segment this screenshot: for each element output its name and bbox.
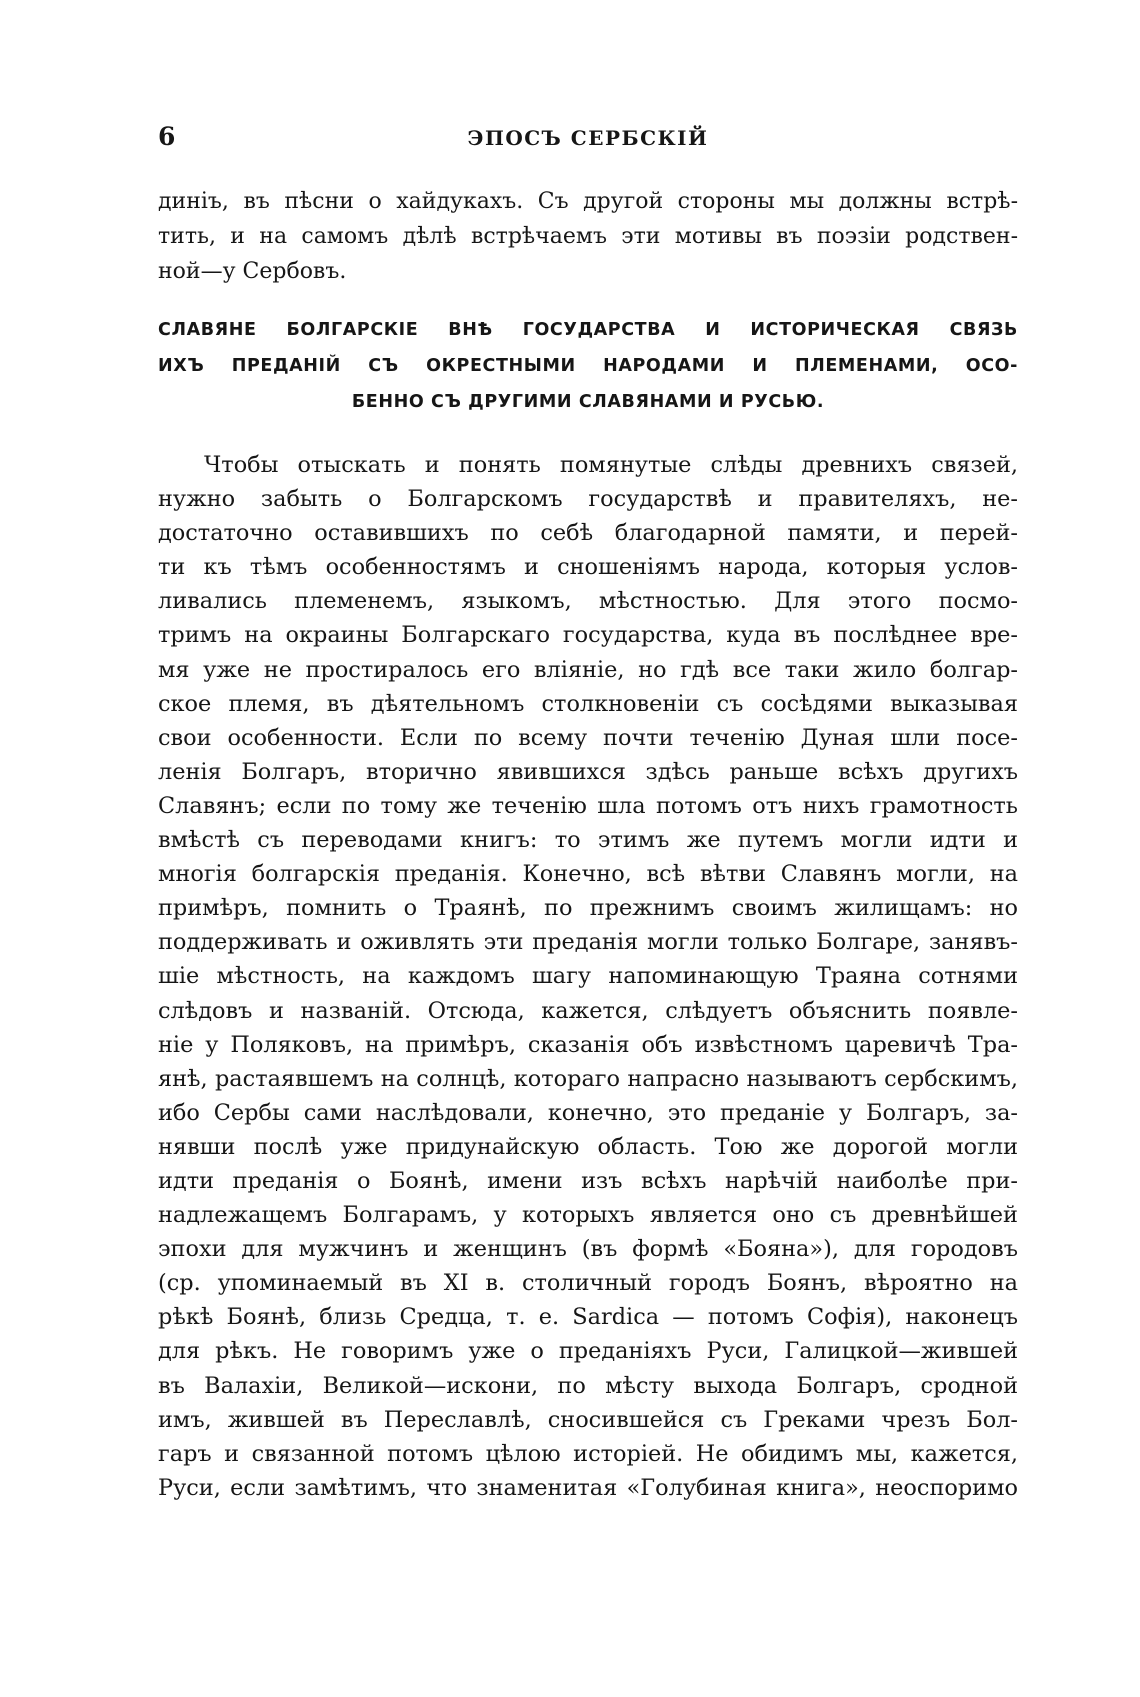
text-line: ти къ тѣмъ особенностямъ и сношеніямъ народа, которыя услов- bbox=[158, 554, 1018, 581]
text-line: примѣръ, помнить о Траянѣ, по прежнимъ своимъ жилищамъ: но bbox=[158, 895, 1018, 922]
text-line: многія болгарскія преданія. Конечно, всѣ вѣтви Славянъ могли, на bbox=[158, 861, 1018, 888]
body-paragraph bbox=[158, 448, 1018, 1505]
text-line: тримъ на окраины Болгарскаго государства, куда въ послѣднее вре- bbox=[158, 622, 1018, 649]
text-line: Руси, если замѣтимъ, что знаменитая «Голубиная книга», неоспоримо bbox=[158, 1474, 1018, 1501]
text-line: ніе у Поляковъ, на примѣръ, сказанія объ извѣстномъ царевичѣ Тра- bbox=[158, 1031, 1018, 1058]
heading-line: ИХЪ ПРЕДАНІЙ СЪ ОКРЕСТНЫМИ НАРОДАМИ И ПЛЕМЕНАМИ, ОСО- bbox=[158, 356, 1018, 376]
text-line: шіе мѣстность, на каждомъ шагу напоминающую Траяна сотнями bbox=[158, 963, 1018, 990]
text-line: ибо Сербы сами наслѣдовали, конечно, это преданіе у Болгаръ, за- bbox=[158, 1099, 1018, 1126]
text-line: гаръ и связанной потомъ цѣлою исторіей. Не обидимъ мы, кажется, bbox=[158, 1440, 1018, 1467]
text-line: мя уже не простиралось его вліяніе, но гдѣ все таки жило болгар- bbox=[158, 656, 1018, 683]
text-line: ское племя, въ дѣятельномъ столкновеніи съ сосѣдями выказывая bbox=[158, 690, 1018, 717]
text-line: рѣкѣ Боянѣ, близь Средца, т. е. Sardica — потомъ Софія), наконецъ bbox=[158, 1304, 1018, 1331]
text-line: свои особенности. Если по всему почти теченію Дуная шли посе- bbox=[158, 724, 1018, 751]
running-head bbox=[158, 122, 1018, 158]
text-line: ной—у Сербовъ. bbox=[158, 259, 347, 284]
text-line: (ср. упоминаемый въ XI в. столичный городъ Боянъ, вѣроятно на bbox=[158, 1270, 1018, 1297]
text-line: вмѣстѣ съ переводами книгъ: то этимъ же путемъ могли идти и bbox=[158, 827, 1018, 854]
text-line: слѣдовъ и названій. Отсюда, кажется, слѣдуетъ объяснить появле- bbox=[158, 997, 1018, 1024]
text-line: ленія Болгаръ, вторично явившихся здѣсь раньше всѣхъ другихъ bbox=[158, 758, 1018, 785]
section-heading bbox=[158, 312, 1018, 420]
text-line: имъ, жившей въ Переславлѣ, сносившейся съ Греками чрезъ Бол- bbox=[158, 1406, 1018, 1433]
text-line: поддерживать и оживлять эти преданія могли только Болгаре, занявъ- bbox=[158, 929, 1018, 956]
text-line: для рѣкъ. Не говоримъ уже о преданіяхъ Руси, Галицкой—жившей bbox=[158, 1338, 1018, 1365]
text-line: нявши послѣ уже придунайскую область. Тою же дорогой могли bbox=[158, 1133, 1018, 1160]
text-line: въ Валахіи, Великой—искони, по мѣсту выхода Болгаръ, сродной bbox=[158, 1372, 1018, 1399]
text-line: идти преданія о Боянѣ, имени изъ всѣхъ нарѣчій наиболѣе при- bbox=[158, 1167, 1018, 1194]
text-line: янѣ, растаявшемъ на солнцѣ, котораго напрасно называютъ сербскимъ, bbox=[158, 1065, 1018, 1092]
page-number: 6 bbox=[158, 122, 177, 151]
running-title: ЭПОСЪ СЕРБСКІЙ bbox=[467, 126, 709, 150]
text-line: диніъ, въ пѣсни о хайдукахъ. Съ другой стороны мы должны встрѣ- bbox=[158, 189, 1018, 214]
text-line: Славянъ; если по тому же теченію шла потомъ отъ нихъ грамотность bbox=[158, 792, 1018, 819]
text-line: эпохи для мужчинъ и женщинъ (въ формѣ «Бояна»), для городовъ bbox=[158, 1236, 1018, 1263]
continuation-text bbox=[158, 184, 1018, 289]
text-line: ливались племенемъ, языкомъ, мѣстностью. Для этого посмо- bbox=[158, 588, 1018, 615]
heading-line: СЛАВЯНЕ БОЛГАРСКІЕ ВНѢ ГОСУДАРСТВА И ИСТОРИЧЕСКАЯ СВЯЗЬ bbox=[158, 320, 1018, 340]
text-line: нужно забыть о Болгарскомъ государствѣ и правителяхъ, не- bbox=[158, 486, 1018, 513]
text-line: надлежащемъ Болгарамъ, у которыхъ является оно съ древнѣйшей bbox=[158, 1202, 1018, 1229]
text-line: достаточно оставившихъ по себѣ благодарной памяти, и перей- bbox=[158, 520, 1018, 547]
text-line: Чтобы отыскать и понять помянутые слѣды древнихъ связей, bbox=[204, 452, 1018, 478]
text-line: тить, и на самомъ дѣлѣ встрѣчаемъ эти мотивы въ поэзіи родствен- bbox=[158, 224, 1018, 249]
heading-line: БЕННО СЪ ДРУГИМИ СЛАВЯНАМИ И РУСЬЮ. bbox=[351, 392, 825, 412]
